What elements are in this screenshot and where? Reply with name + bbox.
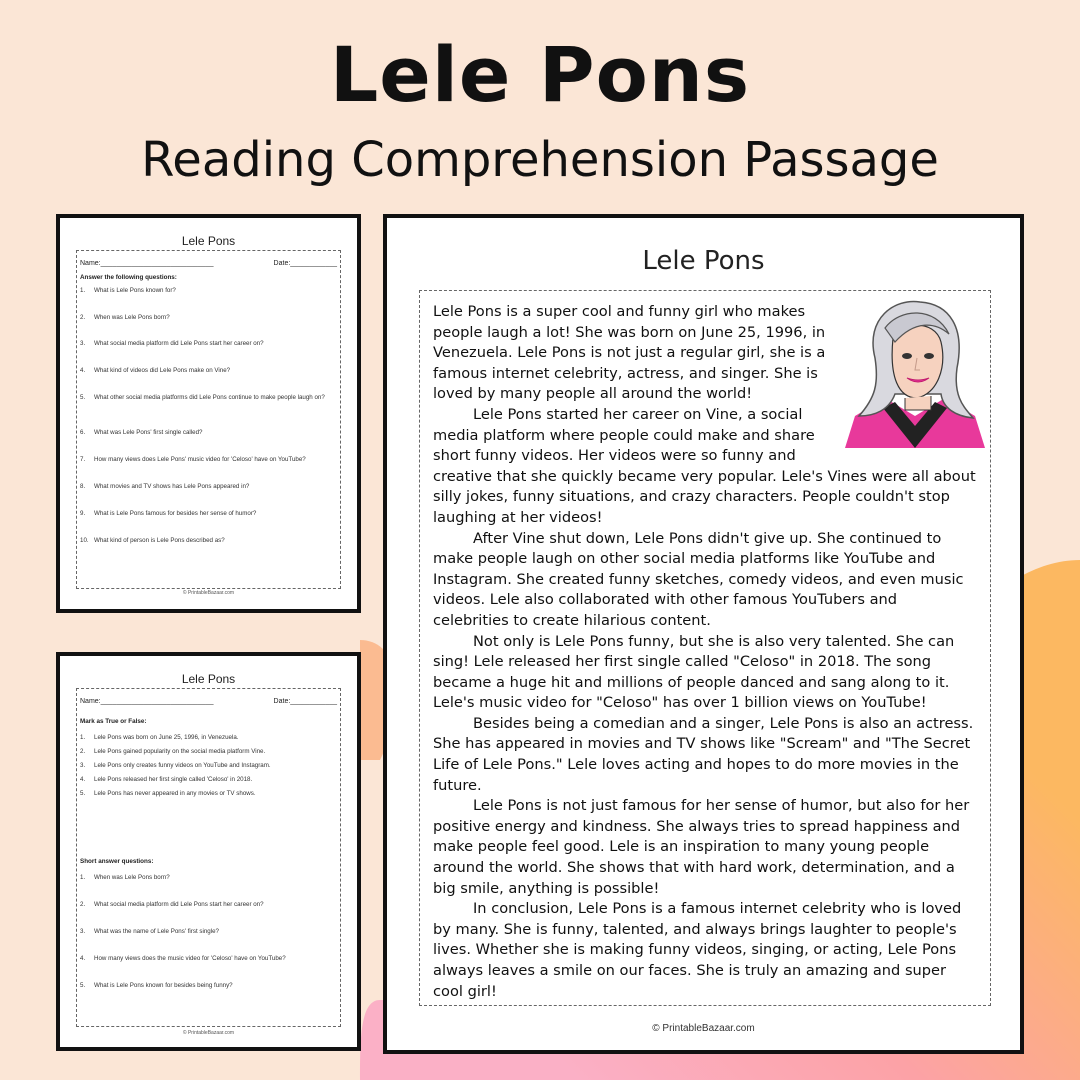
- true-false-heading: Mark as True or False:: [80, 718, 147, 725]
- question-number: 8.: [80, 483, 86, 490]
- question-item: [80, 734, 333, 742]
- question-item: [80, 776, 333, 784]
- passage-title: Lele Pons: [642, 246, 765, 276]
- question-text: What kind of videos did Lele Pons make on Vine?: [94, 367, 231, 374]
- question-text: When was Lele Pons born?: [94, 874, 170, 881]
- question-number: 5.: [80, 982, 86, 989]
- passage-paragraph: Lele Pons started her career on Vine, a social media platform where people could make and share short funny videos. Her videos were so funny and creative that she quickly became very popular. Lele's Vines were all about silly jokes, funny situations, and crazy characters. People couldn't stop laughing at her videos!: [433, 405, 976, 526]
- worksheet-true-false-preview: [56, 652, 361, 1051]
- question-number: 3.: [80, 762, 86, 769]
- question-item: [80, 982, 333, 990]
- question-text: What is Lele Pons known for?: [94, 287, 176, 294]
- worksheet-title: Lele Pons: [181, 672, 236, 686]
- question-text: How many views does the music video for 'Celoso' have on YouTube?: [94, 955, 286, 962]
- question-text: Lele Pons only creates funny videos on YouTube and Instagram.: [94, 762, 271, 769]
- question-number: 2.: [80, 314, 86, 321]
- question-text: What kind of person is Lele Pons described as?: [94, 537, 225, 544]
- question-item: [80, 367, 333, 375]
- question-text: What other social media platforms did Lele Pons continue to make people laugh on?: [94, 394, 325, 401]
- question-item: [80, 340, 333, 348]
- question-text: What was the name of Lele Pons' first single?: [94, 928, 219, 935]
- copyright: © PrintableBazaar.com: [652, 1023, 755, 1034]
- question-text: What social media platform did Lele Pons start her career on?: [94, 901, 264, 908]
- question-number: 1.: [80, 874, 86, 881]
- question-item: [80, 762, 333, 770]
- question-number: 4.: [80, 955, 86, 962]
- passage-paragraph: Not only is Lele Pons funny, but she is also very talented. She can sing! Lele released her first single called "Celoso" in 2018. The song became a huge hit and millions of people danced and sang along to it. Lele's music video for "Celoso" has over 1 billion views on YouTube!: [433, 632, 955, 712]
- passage-paragraph: In conclusion, Lele Pons is a famous internet celebrity who is loved by many. She is funny, talented, and always brings laughter to people's lives. Whether she is making funny videos, singing, or acting, Lele Pons always leaves a smile on our faces. She is truly an amazing and super cool girl!: [433, 900, 962, 1000]
- worksheet-questions-preview: [56, 214, 361, 613]
- question-text: What movies and TV shows has Lele Pons appeared in?: [94, 483, 250, 490]
- name-date-line: [80, 260, 337, 267]
- section-heading: Answer the following questions:: [80, 274, 177, 281]
- question-number: 1.: [80, 734, 86, 741]
- date-field-label: Date:____________: [273, 260, 337, 267]
- question-number: 9.: [80, 510, 86, 517]
- question-number: 4.: [80, 776, 86, 783]
- question-item: [80, 928, 333, 936]
- passage-paragraph: Besides being a comedian and a singer, Lele Pons is also an actress. She has appeared in movies and TV shows like "Scream" and "The Secret Life of Lele Pons." Lele loves acting and hopes to do more movies in the future.: [433, 714, 974, 794]
- question-item: [80, 955, 333, 963]
- question-number: 3.: [80, 340, 86, 347]
- question-item: [80, 537, 333, 545]
- copyright: © PrintableBazaar.com: [182, 590, 235, 596]
- question-text: What social media platform did Lele Pons start her career on?: [94, 340, 264, 347]
- question-item: [80, 790, 333, 798]
- question-number: 6.: [80, 429, 86, 436]
- question-number: 10.: [80, 537, 89, 544]
- question-text: How many views does Lele Pons' music video for 'Celoso' have on YouTube?: [94, 456, 306, 463]
- question-number: 5.: [80, 394, 86, 401]
- question-text: Lele Pons released her first single called 'Celoso' in 2018.: [94, 776, 253, 783]
- page-title: Lele Pons: [329, 30, 751, 119]
- question-text: Lele Pons has never appeared in any movies or TV shows.: [94, 790, 256, 797]
- question-item: [80, 874, 333, 882]
- page-subtitle: Reading Comprehension Passage: [141, 132, 939, 188]
- question-item: [80, 901, 333, 909]
- passage-paragraph: Lele Pons is a super cool and funny girl who makes people laugh a lot! She was born on June 25, 1996, in Venezuela. Lele Pons is not just a regular girl, she is a famous internet celebrity, actress, and singer. She is loved by many people all around the world!: [433, 303, 826, 403]
- name-field-label: Name:_____________________________: [80, 698, 214, 705]
- question-text: What is Lele Pons known for besides being funny?: [94, 982, 233, 989]
- question-item: [80, 429, 333, 437]
- question-text: Lele Pons gained popularity on the social media platform Vine.: [94, 748, 266, 755]
- question-number: 1.: [80, 287, 86, 294]
- question-number: 3.: [80, 928, 86, 935]
- question-text: What is Lele Pons famous for besides her sense of humor?: [94, 510, 257, 517]
- date-field-label: Date:____________: [273, 698, 337, 705]
- question-text: Lele Pons was born on June 25, 1996, in Venezuela.: [94, 734, 239, 741]
- question-item: [80, 483, 333, 491]
- passage-text: [433, 302, 977, 1002]
- question-item: [80, 287, 333, 295]
- copyright: © PrintableBazaar.com: [182, 1030, 235, 1036]
- question-number: 2.: [80, 748, 86, 755]
- name-field-label: Name:_____________________________: [80, 260, 214, 267]
- question-text: When was Lele Pons born?: [94, 314, 170, 321]
- portrait-illustration: [845, 298, 985, 448]
- worksheet-title: Lele Pons: [181, 234, 236, 248]
- passage-paragraph: After Vine shut down, Lele Pons didn't give up. She continued to make people laugh on other social media platforms like YouTube and Instagram. She created funny sketches, comedy videos, and even music videos. Lele also collaborated with other famous YouTubers and celebrities to create hilarious content.: [433, 529, 964, 629]
- question-text: What was Lele Pons' first single called?: [94, 429, 203, 436]
- question-number: 2.: [80, 901, 86, 908]
- question-item: [80, 314, 333, 322]
- question-item: [80, 394, 333, 402]
- question-number: 7.: [80, 456, 86, 463]
- passage-page: [383, 214, 1024, 1054]
- name-date-line: [80, 698, 337, 705]
- question-number: 4.: [80, 367, 86, 374]
- question-item: [80, 456, 333, 464]
- question-number: 5.: [80, 790, 86, 797]
- question-item: [80, 748, 333, 756]
- question-item: [80, 510, 333, 518]
- passage-paragraph: Lele Pons is not just famous for her sense of humor, but also for her positive energy and kindness. She always tries to spread happiness and make people feel good. Lele is an inspiration to many young people around the world. She shows that with hard work, determination, and a big smile, anything is possible!: [433, 797, 970, 897]
- short-answer-heading: Short answer questions:: [80, 858, 154, 865]
